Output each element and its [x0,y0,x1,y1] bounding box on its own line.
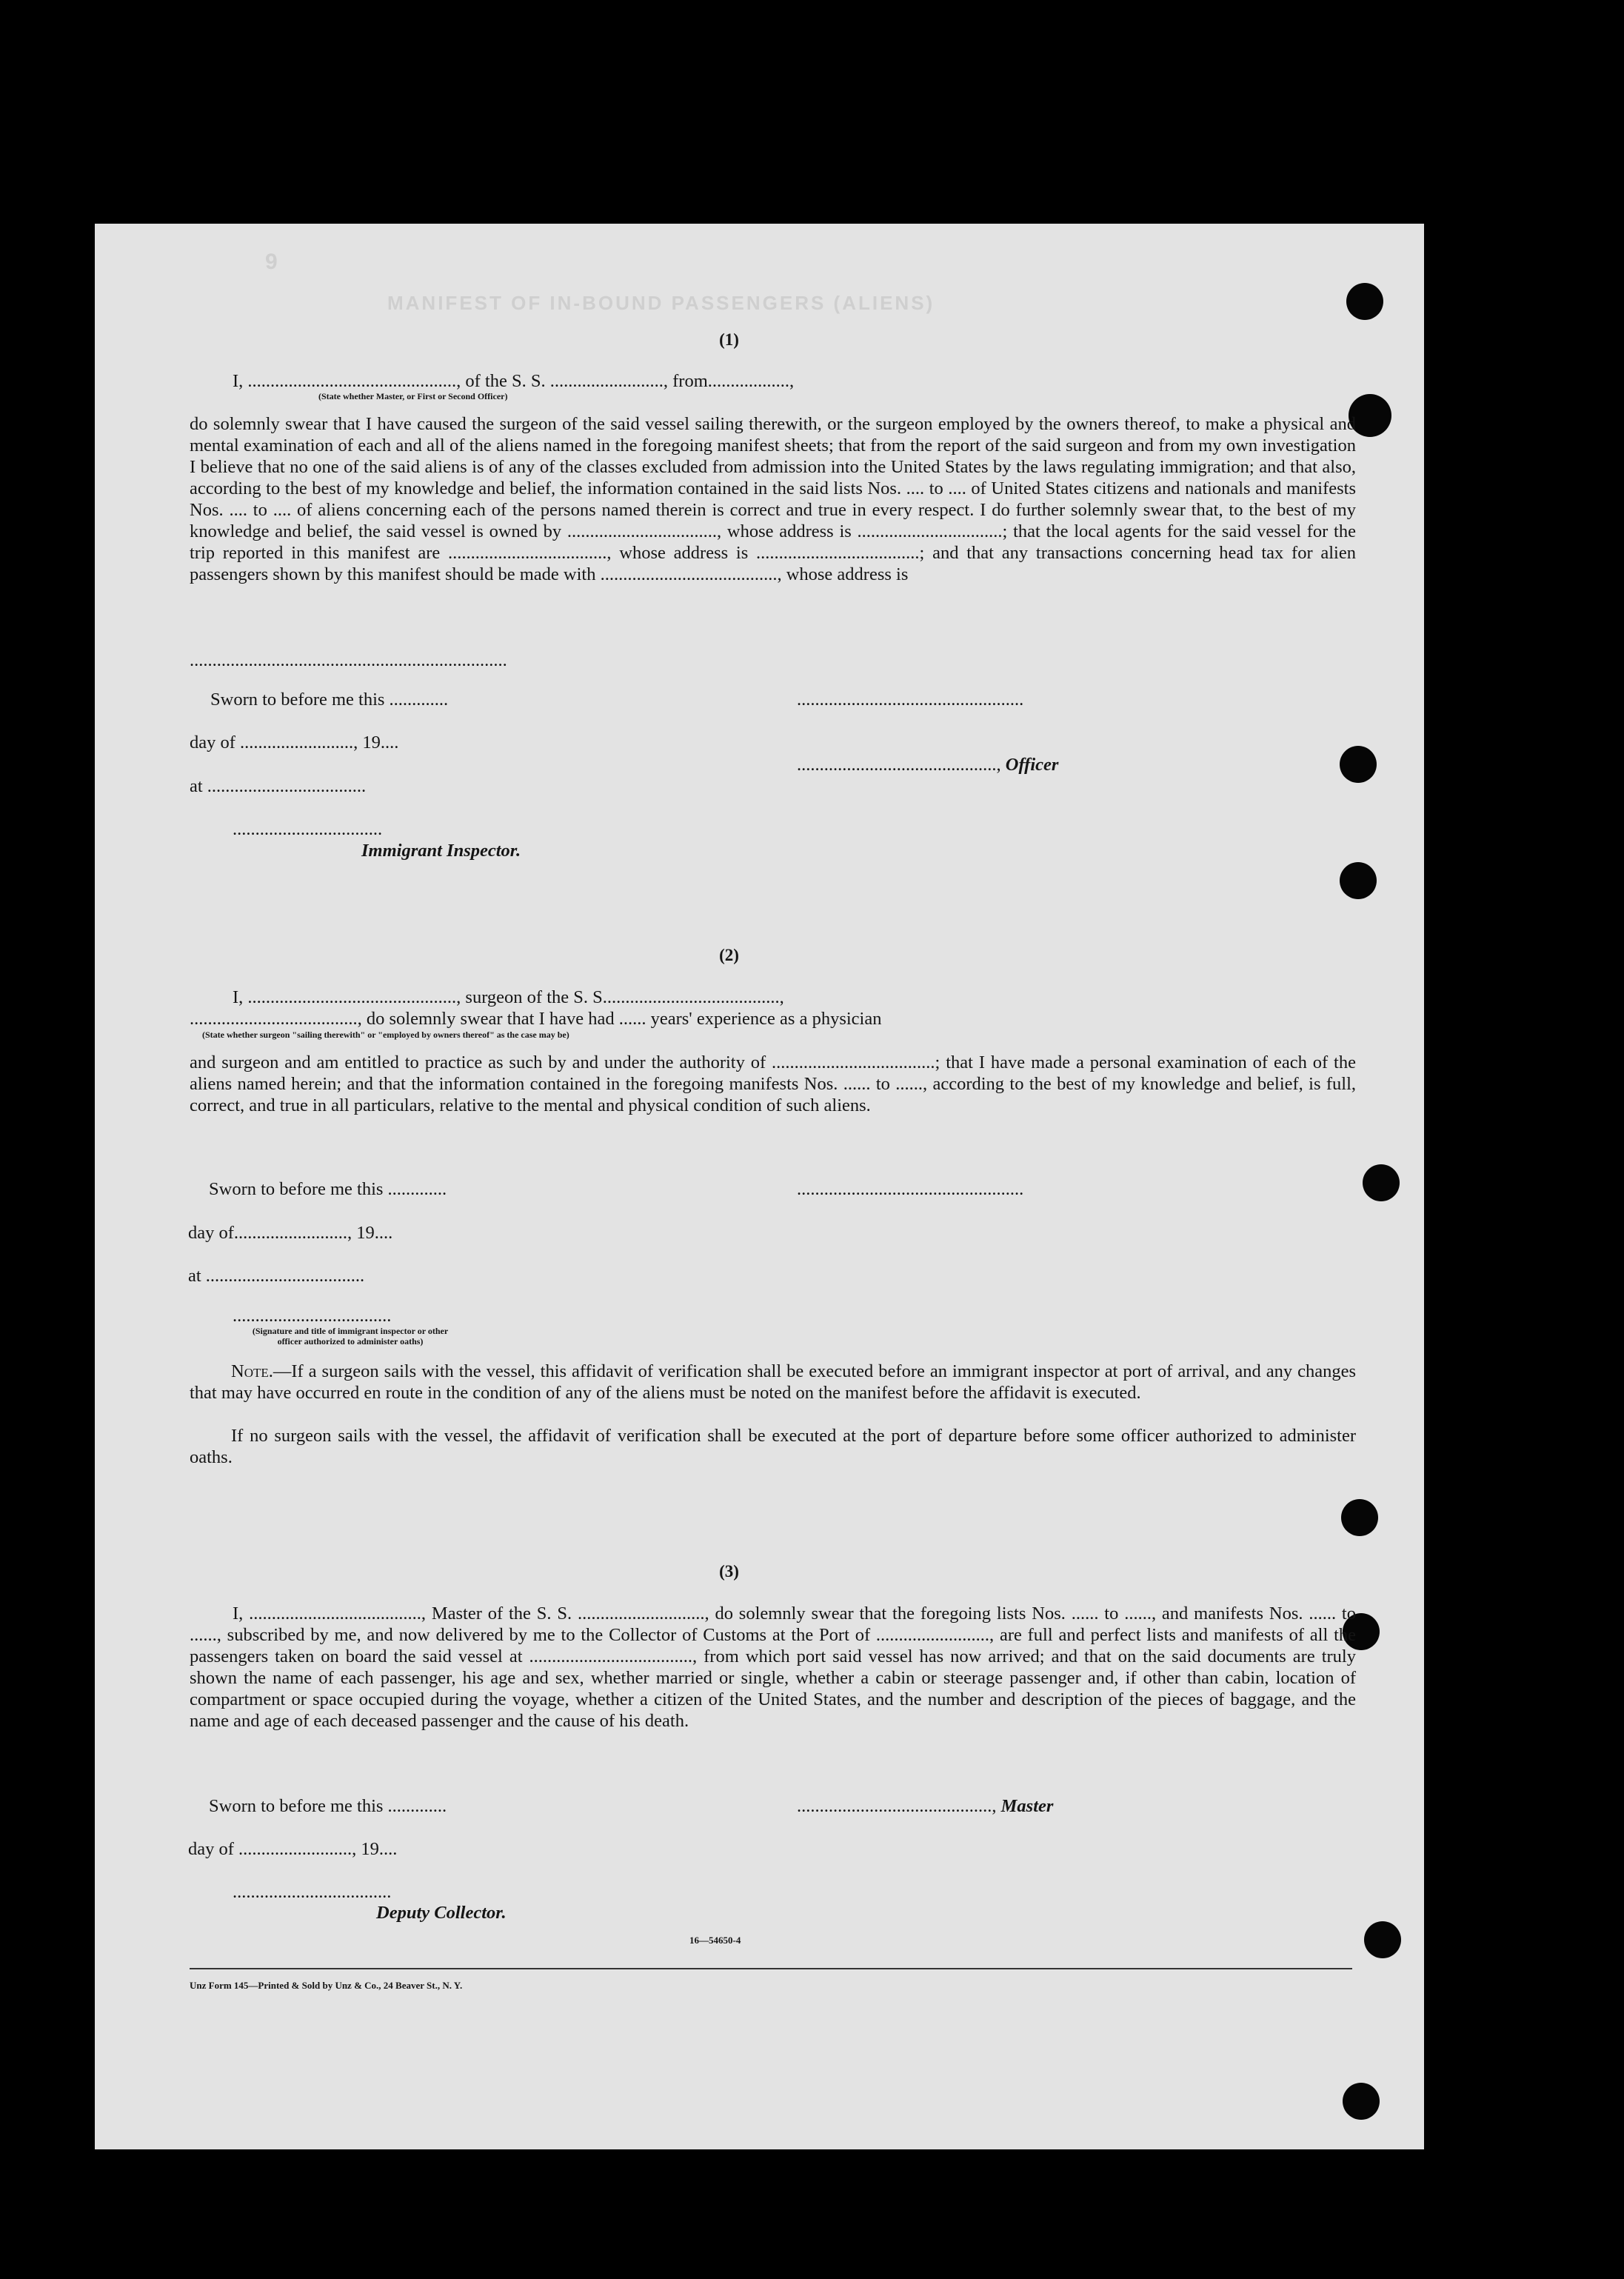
section-1-inspector-title: Immigrant Inspector. [361,841,521,861]
section-1-officer-line [797,754,1058,775]
punch-hole [1341,1499,1378,1536]
section-2-sworn-line: Sworn to before me this ............. [209,1179,447,1199]
section-2-note-paragraph-1 [190,1361,1356,1404]
footer-rule [190,1968,1352,1969]
footer-printer-line: Unz Form 145—Printed & Sold by Unz & Co., 24 Beaver St., N. Y. [190,1980,463,1991]
section-1-signature-line: .................................................. [797,690,1024,710]
section-2-number: (2) [719,946,739,964]
section-3-collector-title: Deputy Collector. [376,1903,507,1923]
section-2-body: and surgeon and am entitled to practice as such by and under the authority of ....................................; that I have made a personal examination of each of the aliens named herein; and that the information contained in the foregoing manifests Nos. ...... to ......, according to the best of my knowledge and belief, is full, correct, and true in all particulars, relative to the mental and physical condition of such aliens. [190,1052,1356,1115]
section-1-day-line: day of ........................., 19.... [190,733,399,753]
section-2-inspector-signature: ................................... [233,1306,392,1326]
officer-dots: ............................................, [797,755,1006,775]
section-1-sworn-line: Sworn to before me this ............. [210,690,449,710]
section-1-at-line: at ................................... [190,776,367,796]
officer-label: Officer [1005,755,1059,775]
section-1-inspector-signature: ................................. [233,819,383,839]
faint-page-number: 9 [265,250,278,274]
section-3-sworn-line: Sworn to before me this ............. [209,1796,447,1816]
punch-hole [1343,2083,1380,2120]
punch-hole [1346,283,1383,320]
section-2-line-2: ....................................., do solemnly swear that I have had ...... years' experience as a physician [190,1009,882,1029]
master-dots: ..........................................., [797,1796,997,1816]
punch-hole [1340,746,1377,783]
master-label: Master [1000,1796,1054,1816]
section-2-note-paragraph-2: If no surgeon sails with the vessel, the affidavit of verification shall be executed at the port of departure before some officer authorized to administer oaths. [190,1426,1356,1467]
section-3-day-line: day of ........................., 19.... [188,1839,398,1859]
section-2-signature-note: (Signature and title of immigrant inspector or other officer authorized to administer oaths) [252,1326,449,1347]
section-1-number: (1) [719,330,739,349]
section-1-body: do solemnly swear that I have caused the surgeon of the said vessel sailing therewith, or the surgeon employed by the owners thereof, to make a physical and mental examination of each and all of the aliens named in the foregoing manifest sheets; that from the report of the said surgeon and from my own investigation I believe that no one of the said aliens is of any of the classes excluded from admission into the United States by the laws regulating immigration; and that also, according to the best of my knowledge and belief, the information contained in the said lists Nos. .... to .... of United States citizens and nationals and manifests Nos. .... to .... of aliens concerning each of the persons named therein is correct and true in every respect. I do further solemnly swear that, to the best of my knowledge and belief, the said vessel is owned by ................................., whose address is ................................; that the local agents for the said vessel for the trip reported in this manifest are ..................................., whose address is ....................................; and that any transactions concerning head tax for alien passengers shown by this manifest should be made with ......................................., whose address is [190,414,1356,584]
punch-hole [1364,1921,1401,1958]
punch-hole [1340,862,1377,899]
section-3-body: I, ......................................, Master of the S. S. ............................, do solemnly swear that the foregoing lists Nos. ...... to ......, and manifests Nos. ...... to ......, subscribed by me, and now delivered by me to the Collector of Customs at the Port of ........................., are full and perfect lists and manifests of all the passengers taken on board the said vessel at ...................................., from which port said vessel has now arrived; and that on the said documents are truly shown the name of each passenger, his age and sex, whether married or single, whether a cabin or steerage passenger and, if other than cabin, location of compartment or space occupied during the voyage, whether a citizen of the United States, and the number and description of the pieces of baggage, and the name and age of each deceased passenger and the cause of his death. [190,1604,1356,1731]
section-1-line-1: I, .............................................., of the S. S. ........................., from.................., [233,371,795,391]
section-2-line-1: I, .............................................., surgeon of the S. S......................................., [233,987,784,1007]
section-3-master-line [797,1795,1053,1817]
note-text: —If a surgeon sails with the vessel, this affidavit of verification shall be executed before an immigrant inspector at port of arrival, and any changes that may have occurred en route in the condition of any of the aliens must be noted on the manifest before the affidavit is executed. [190,1361,1356,1403]
section-3-number: (3) [719,1562,739,1581]
section-2-at-line: at ................................... [188,1266,365,1286]
note-label: Note. [231,1361,273,1381]
section-2-signature-line: .................................................. [797,1179,1024,1199]
document-page [95,224,1424,2149]
section-3-collector-signature: ................................... [233,1882,392,1902]
section-1-note: (State whether Master, or First or Second Officer) [318,391,508,401]
faint-header-text: MANIFEST OF IN-BOUND PASSENGERS (ALIENS) [387,292,935,314]
section-2-day-line: day of........................., 19.... [188,1223,393,1243]
punch-hole [1363,1164,1400,1201]
form-number: 16—54650-4 [689,1935,741,1946]
section-2-note: (State whether surgeon "sailing therewith" or "employed by owners thereof" as the case may be) [202,1030,569,1040]
section-1-body-tail: ...................................................................... [190,650,507,670]
